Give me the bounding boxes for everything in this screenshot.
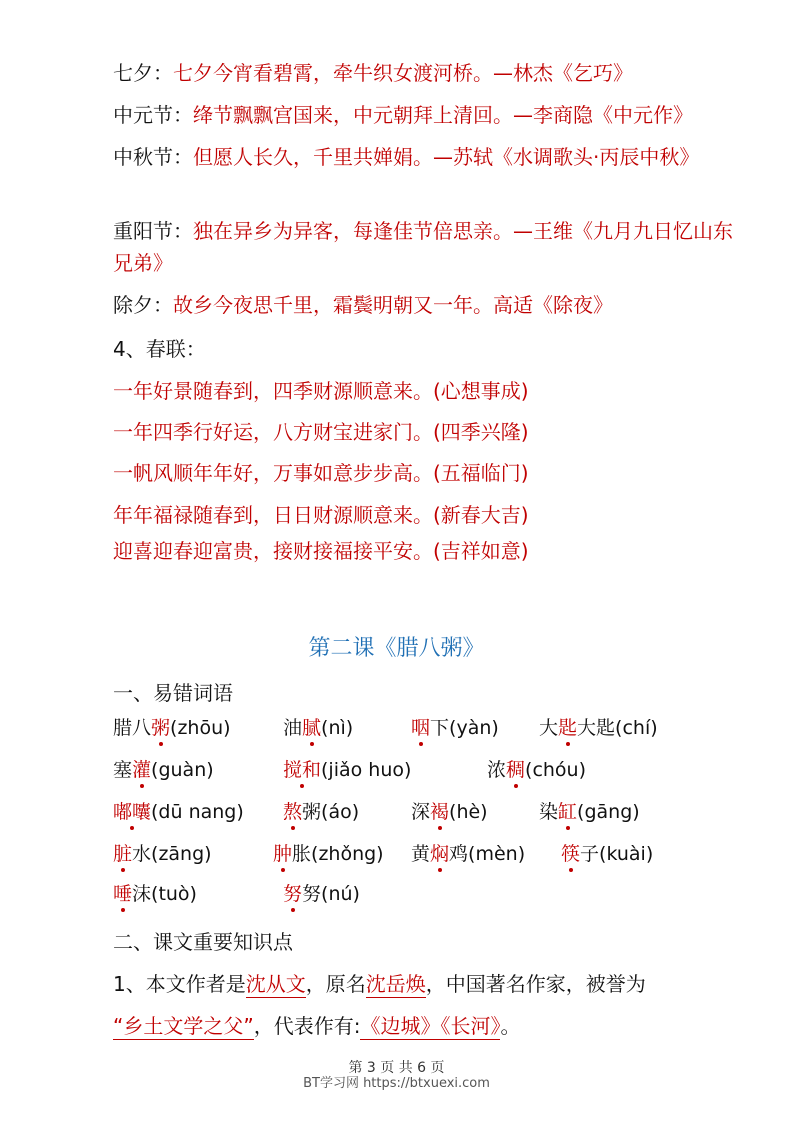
- vocab-word: 浓稠(chóu): [487, 755, 586, 785]
- representative-works: 《边城》《长河》: [360, 1014, 501, 1038]
- vocab-word: 深褐(hè): [411, 797, 488, 827]
- festival-chongyang: 重阳节：独在异乡为异客，每逢佳节倍思亲。—王维《九月九日忆山东兄弟》: [113, 219, 733, 275]
- vocab-word: 搅和(jiǎo huo): [283, 755, 411, 785]
- site-watermark: BT学习网 https://btxuexi.com: [303, 1076, 490, 1091]
- couplet-line: 迎喜迎春迎富贵，接财接福接平安。(吉祥如意): [113, 539, 529, 563]
- vocab-word: 腊八粥(zhōu): [113, 713, 231, 743]
- knowledge-point-1: 1、本文作者是沈从文，原名沈岳焕，中国著名作家，被誉为: [113, 972, 646, 996]
- vocab-word: 肿胀(zhǒng): [273, 839, 384, 869]
- vocab-word: 唾沫(tuò): [113, 879, 197, 909]
- vocab-word: 大匙大匙(chí): [539, 713, 658, 743]
- knowledge-point-1-cont: “乡土文学之父”，代表作有:《边城》《长河》。: [113, 1014, 521, 1038]
- vocab-word: 塞灌(guàn): [113, 755, 214, 785]
- vocab-word: 咽下(yàn): [411, 713, 499, 743]
- couplet-line: 一年四季行好运，八方财宝进家门。(四季兴隆): [113, 420, 529, 444]
- festival-chuxi: 除夕：故乡今夜思千里，霜鬓明朝又一年。高适《除夜》: [113, 293, 613, 317]
- festival-zhongyuan: 中元节：绛节飘飘宫国来，中元朝拜上清回。—李商隐《中元作》: [113, 103, 693, 127]
- couplet-line: 年年福禄随春到，日日财源顺意来。(新春大吉): [113, 503, 529, 527]
- section-heading-knowledge: 二、课文重要知识点: [113, 930, 293, 954]
- couplet-line: 一帆风顺年年好，万事如意步步高。(五福临门): [113, 461, 529, 485]
- lesson-title: 第二课《腊八粥》: [308, 636, 485, 661]
- vocab-word: 筷子(kuài): [561, 839, 653, 869]
- vocab-word: 油腻(nì): [283, 713, 353, 743]
- author-name: 沈从文: [245, 972, 306, 996]
- vocab-word: 黄焖鸡(mèn): [411, 839, 525, 869]
- couplets-heading: 4、春联：: [113, 337, 206, 361]
- real-name: 沈岳焕: [365, 972, 426, 996]
- vocab-word: 熬粥(áo): [283, 797, 359, 827]
- vocab-word: 染缸(gāng): [539, 797, 640, 827]
- section-heading-vocab: 一、易错词语: [113, 681, 233, 705]
- festival-zhongqiu: 中秋节：但愿人长久，千里共婵娟。—苏轼《水调歌头·丙辰中秋》: [113, 145, 700, 169]
- vocab-word: 努努(nú): [283, 879, 360, 909]
- author-honor: “乡土文学之父”: [113, 1014, 254, 1038]
- vocab-word: 嘟囔(dū nang): [113, 797, 244, 827]
- page-number: 第 3 页 共 6 页: [348, 1060, 445, 1076]
- festival-qixi: 七夕：七夕今宵看碧霄，牵牛织女渡河桥。—林杰《乞巧》: [113, 61, 633, 85]
- couplet-line: 一年好景随春到，四季财源顺意来。(心想事成): [113, 379, 529, 403]
- vocab-word: 脏水(zāng): [113, 839, 212, 869]
